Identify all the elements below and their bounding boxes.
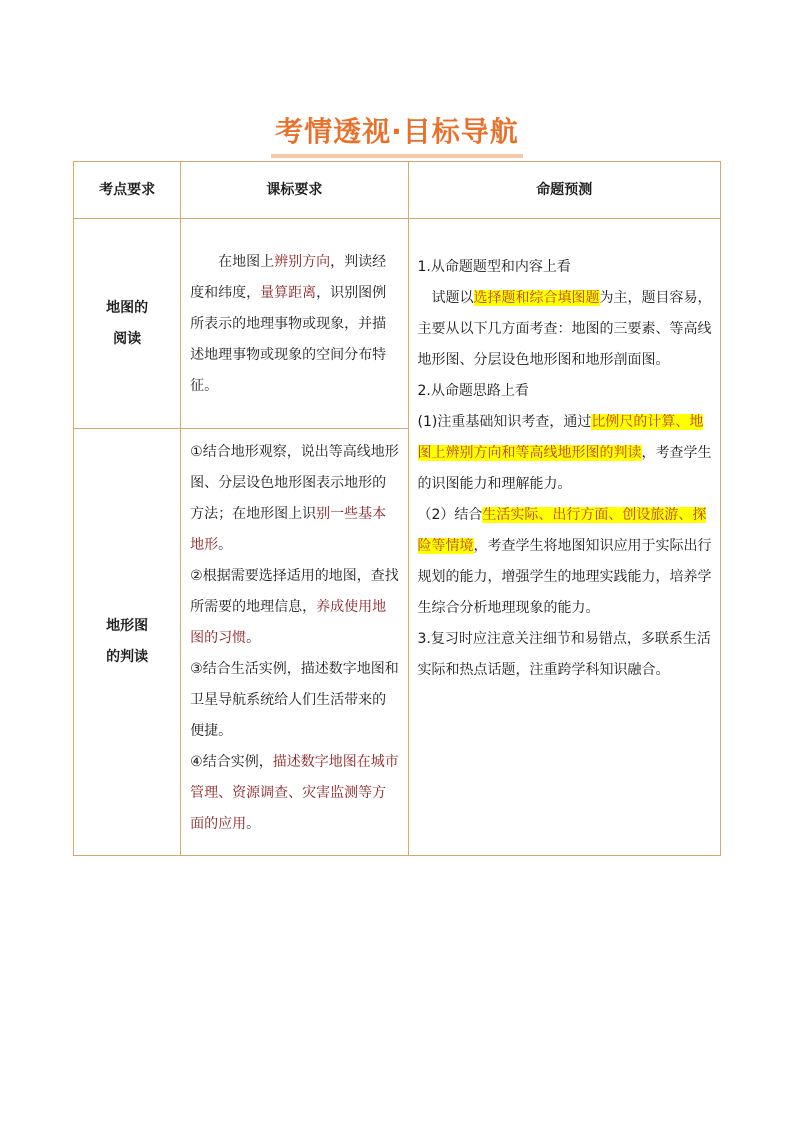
row-label-line: 的判读 [106, 649, 149, 665]
row-label-map-reading [74, 219, 181, 429]
page-title: 考情透视·目标导航 [271, 112, 523, 158]
prediction-cell [408, 219, 721, 856]
table-row [74, 219, 721, 429]
standard-item-3: ③结合生活实例，描述数字地图和卫星导航系统给人们生活带来的便捷。 [190, 660, 399, 739]
standard-text: 在地图上辨别方向，判读经度和纬度，量算距离，识别图例所表示的地理事物或现象，并描述地理事物或现象的空间分布特征。 [190, 254, 387, 394]
prediction-para-1: 试题以选择题和综合填图题为主，题目容易，主要从以下几方面考查：地图的三要素、等高线地形图、分层设色地形图和地形剖面图。 [417, 290, 712, 368]
table-header-row [74, 162, 721, 219]
header-exam-point: 考点要求 [74, 162, 181, 219]
standard-item-1: ①结合地形观察，说出等高线地形图、分层设色地形图表示地形的方法；在地形图上识别一些基本地形。 [190, 443, 399, 553]
row-label-line: 地形图 [106, 618, 149, 634]
standard-cell-topographic-map [181, 429, 408, 856]
standard-item-2: ②根据需要选择适用的地图，查找所需要的地理信息，养成使用地图的习惯。 [190, 567, 399, 646]
row-label-line: 地图的 [106, 299, 149, 316]
exam-analysis-table [73, 161, 721, 856]
standard-cell-map-reading [181, 219, 408, 429]
header-prediction: 命题预测 [408, 162, 721, 219]
prediction-heading-3: 3.复习时应注意关注细节和易错点，多联系生活实际和热点话题，注重跨学科知识融合。 [417, 631, 711, 678]
prediction-heading-2: 2.从命题思路上看 [417, 383, 529, 399]
row-label-topographic-map [74, 429, 181, 856]
standard-item-4: ④结合实例，描述数字地图在城市管理、资源调查、灾害监测等方面的应用。 [190, 753, 399, 832]
prediction-heading-1: 1.从命题题型和内容上看 [417, 259, 571, 275]
header-curriculum-standard: 课标要求 [181, 162, 408, 219]
row-label-line: 阅读 [113, 330, 142, 347]
prediction-para-2: (1)注重基础知识考查，通过比例尺的计算、地图上辨别方向和等高线地形图的判读，考查学生的识图能力和理解能力。 [417, 414, 712, 492]
prediction-para-3: （2）结合生活实际、出行方面、创设旅游、探险等情境，考查学生将地图知识应用于实际出行规划的能力，增强学生的地理实践能力，培养学生综合分析地理现象的能力。 [417, 507, 712, 616]
title-wrap [0, 112, 794, 158]
